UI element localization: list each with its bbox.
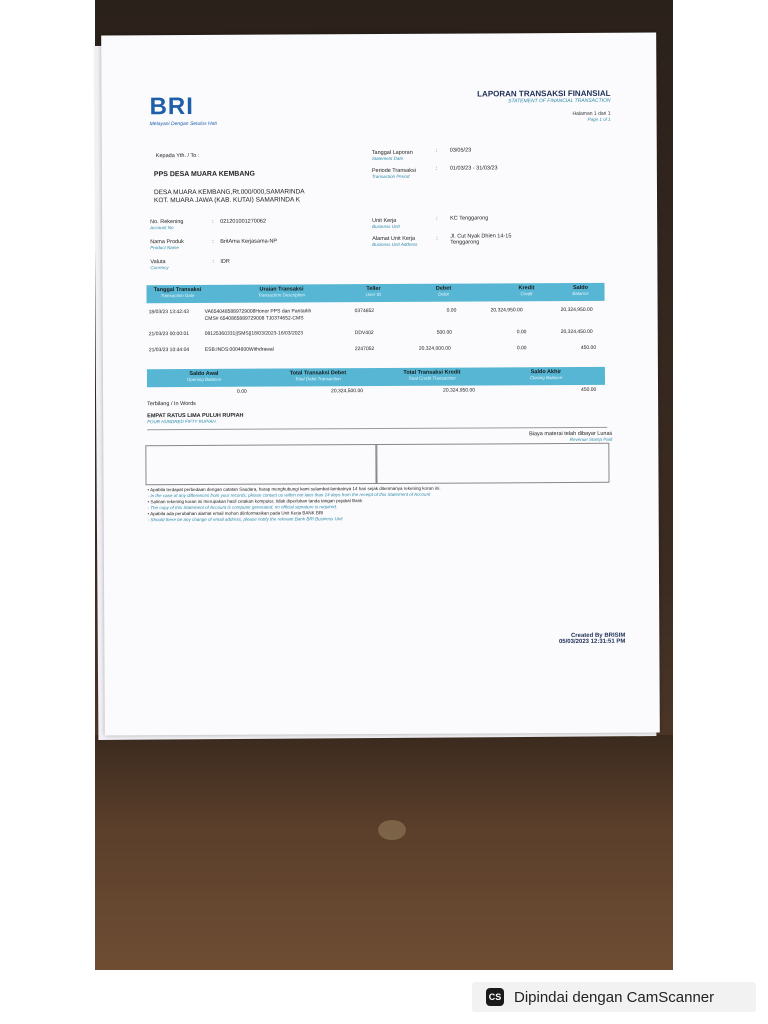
header-balance-label: Saldo — [572, 284, 588, 291]
floor-background — [95, 735, 673, 970]
recipient-address-line1: DESA MUARA KEMBANG,Rt.000/000,SAMARINDA — [153, 188, 305, 197]
table-row — [147, 345, 607, 359]
product-name-value: BritAma Kerjasama-NP — [220, 238, 278, 245]
note-item: • Salinan rekening koran ini merupakan hasil cetakan komputer, tidak diperlukan tanda tangan pejabat Bank — [147, 498, 363, 505]
note-item: • Apabila ada perubahan alamat email mohon diinformasikan pada Unit Kerja BANK BRI — [147, 510, 324, 517]
notes — [148, 485, 608, 523]
row-desc: VA6540485889729008Honor PPS dan Pantarlih — [204, 308, 312, 315]
account-number-value: 021201001270062 — [220, 218, 267, 225]
recipient-address — [154, 188, 305, 205]
header-transaction-date-label: Tanggal Transaksi — [153, 286, 202, 294]
statement-date — [372, 150, 413, 161]
statement-title — [477, 89, 610, 105]
header-transaction-desc-en: Transaction Description — [258, 292, 306, 298]
statement-date-label: Tanggal Laporan — [371, 149, 413, 157]
row-debit: 20,324,000.00 — [418, 345, 451, 352]
summary-table-header — [147, 367, 605, 387]
statement-title-id: LAPORAN TRANSAKSI FINANSIAL — [477, 88, 611, 99]
header-total-debit-label: Total Transaksi Debet — [289, 370, 347, 377]
brand-tagline: Melayani Dengan Setulus Hati — [149, 120, 217, 128]
row-desc: ESB:INDS:0004800Withdrawal — [204, 346, 274, 353]
row-date: 21/03/23 00:00:01 — [148, 331, 190, 338]
account-number-label-en: Account No — [150, 225, 174, 231]
statement-date-label-en: Statement Date — [371, 155, 404, 162]
note-text: Apabila ada perubahan alamat email mohon diinformasikan pada Unit Kerja BANK BRI — [150, 510, 324, 517]
row-balance: 20,324,450.00 — [560, 328, 593, 336]
total-debit-value: 20,324,500.00 — [331, 388, 364, 395]
note-text-en: In the case of any differences from your records, please contact us within not later than 14 days from the receipt of this Statement of Account — [150, 491, 431, 499]
header-credit-label: Kredit — [518, 285, 535, 292]
note-item: • Apabila terdapat perbedaan dengan catatan Saudara, harap menghubungi kami selambat-lambatnya 14 hari sejak diterimanya rekening koran ini. — [147, 485, 441, 493]
coin-on-floor — [378, 820, 406, 840]
page-number — [572, 111, 610, 122]
business-unit-address-colon: : — [436, 235, 438, 242]
in-words-label: Terbilang / In Words — [147, 400, 196, 408]
transaction-table-header — [146, 283, 604, 303]
currency — [150, 259, 168, 270]
header-closing-balance-en: Closing Balance — [529, 375, 563, 381]
header-total-credit-label: Total Transaksi Kredit — [403, 369, 461, 376]
business-unit-label: Unit Kerja — [372, 217, 397, 225]
row-credit: 0.00 — [516, 345, 527, 352]
total-credit-value: 20,324,950.00 — [443, 387, 476, 394]
header-closing-balance-label: Saldo Akhir — [530, 369, 562, 376]
transaction-period-value: 01/03/23 - 31/03/23 — [449, 165, 498, 172]
signature-box-left — [145, 444, 377, 485]
header-teller-label: Teller — [366, 285, 381, 293]
note-text: Apabila terdapat perbedaan dengan catatan Saudara, harap menghubungi kami selambat-lambatnya 14 hari sejak diterimanya rekening koran ini. — [150, 485, 441, 493]
business-unit-value: KC Tenggarong — [450, 215, 489, 222]
in-words-value: EMPAT RATUS LIMA PULUH RUPIAH — [147, 412, 244, 420]
transaction-period-colon: : — [435, 165, 438, 172]
header-teller-en: User ID — [365, 291, 382, 298]
divider — [147, 427, 607, 430]
currency-label-en: Currency — [150, 265, 169, 271]
business-unit-address-label: Alamat Unit Kerja — [372, 235, 416, 243]
header-transaction-desc-label: Uraian Transaksi — [259, 286, 304, 293]
camscanner-icon: CS — [486, 988, 504, 1006]
header-transaction-date — [146, 287, 208, 298]
row-teller: 2247052 — [354, 346, 375, 353]
note-item-en: - Should there be any change of email address, please notify the relevant Bank BRI Business Unit — [147, 516, 343, 523]
product-name — [150, 239, 184, 250]
business-unit-address-line1: Jl. Cut Nyak Dhien 14-15 — [450, 233, 512, 240]
product-name-colon: : — [212, 238, 214, 245]
bri-logo — [149, 93, 239, 133]
header-total-debit-en: Total Debit Transaction — [295, 376, 341, 382]
account-number-colon: : — [212, 218, 214, 225]
header-transaction-desc — [216, 286, 346, 298]
header-teller — [356, 286, 390, 297]
note-text-en: The copy of this Statement of Account is computer generated, no official signature is required. — [150, 504, 338, 511]
business-unit — [372, 218, 400, 229]
row-balance: 450.00 — [580, 344, 597, 351]
bank-statement-document — [101, 33, 660, 736]
header-credit-en: Credit — [520, 291, 533, 297]
business-unit-label-en: Business Unit — [372, 223, 400, 230]
camscanner-badge — [472, 982, 756, 1012]
business-unit-address-label-en: Business Unit Address — [372, 241, 418, 248]
row-desc: 08125360331||SMS||18/03/2023-16/03/2023 — [204, 330, 304, 337]
transaction-period — [372, 168, 416, 179]
note-text: Salinan rekening koran ini merupakan hasil cetakan komputer, tidak diperlukan tanda tangan pejabat Bank — [150, 498, 363, 505]
closing-balance-value: 450.00 — [581, 386, 597, 393]
camscanner-label: Dipindai dengan CamScanner — [514, 988, 715, 1006]
header-total-credit — [375, 369, 489, 381]
recipient-name: PPS DESA MUARA KEMBANG — [153, 170, 255, 179]
row-balance: 20,324,950.00 — [560, 306, 593, 314]
account-number-label: No. Rekening — [150, 219, 184, 226]
row-teller: 0374652 — [354, 308, 375, 315]
page-number-en: Page 1 of 1 — [587, 116, 611, 122]
row-debit: 0.00 — [446, 307, 457, 314]
header-opening-balance-en: Opening Balance — [186, 376, 222, 383]
product-name-label-en: Product Name — [150, 245, 180, 251]
page-number-id: Halaman 1 dari 1 — [572, 110, 611, 117]
row-debit: 500.00 — [436, 329, 453, 336]
currency-colon: : — [212, 258, 214, 265]
row-credit: 0.00 — [516, 329, 527, 336]
transaction-period-label-en: Transaction Period — [371, 173, 410, 180]
created-at: 05/03/2023 12:31:51 PM — [558, 638, 626, 646]
header-opening-balance — [147, 371, 261, 383]
row-credit: 20,324,950.00 — [490, 307, 523, 314]
created-by — [559, 633, 625, 645]
row-date: 18/03/23 13:42:43 — [148, 309, 189, 316]
header-debit-label: Debet — [435, 285, 452, 292]
table-row — [147, 307, 607, 325]
header-debit-en: Debit — [438, 291, 449, 297]
signature-box-right — [375, 443, 609, 484]
currency-label: Valuta — [150, 259, 166, 266]
header-total-credit-en: Total Credit Transaction — [408, 375, 456, 381]
business-unit-address — [372, 236, 417, 247]
header-balance-en: Balance — [572, 290, 589, 296]
statement-title-en: STATEMENT OF FINANCIAL TRANSACTION — [508, 97, 611, 105]
row-desc-2: CMS# 6540865889729008 TJ0374652-CMS — [204, 315, 304, 322]
header-balance — [556, 285, 604, 296]
note-item-en: - The copy of this Statement of Account is computer generated, no official signature is required. — [147, 504, 338, 511]
header-opening-balance-label: Saldo Awal — [189, 370, 219, 378]
header-total-debit — [261, 370, 375, 382]
in-words — [147, 413, 243, 425]
account-number — [150, 219, 183, 230]
statement-date-value: 03/05/23 — [449, 147, 472, 154]
in-words-value-en: FOUR HUNDRED FIFTY RUPIAH — [147, 418, 216, 425]
statement-date-colon: : — [435, 147, 438, 154]
revenue-stamp-label-en: Revenue Stamp Paid — [569, 436, 613, 443]
row-date: 21/03/23 10:44:04 — [148, 347, 190, 354]
revenue-stamp-label: Biaya materai telah dibayar Lunas — [529, 430, 613, 438]
created-by-label: Created By BRISIM — [570, 632, 626, 640]
header-transaction-date-en: Transaction Date — [160, 292, 195, 299]
currency-value: IDR — [220, 258, 230, 265]
opening-balance-value: 0.00 — [237, 388, 247, 395]
note-item-en: - In the case of any differences from your records, please contact us within not later than 14 days from the receipt of this Statement of Account — [147, 491, 431, 499]
table-row — [147, 329, 607, 343]
header-credit — [496, 285, 556, 296]
product-name-label: Nama Produk — [150, 239, 184, 246]
recipient-address-line2: KOT. MUARA JAWA (KAB. KUTAI) SAMARINDA K — [154, 196, 301, 205]
brand-name: BRI — [149, 92, 194, 121]
header-debit — [408, 285, 478, 296]
recipient-label: Kepada Yth. / To : — [155, 152, 200, 160]
revenue-stamp — [529, 431, 612, 442]
business-unit-address-value — [450, 233, 511, 245]
transaction-period-label: Periode Transaksi — [371, 167, 416, 175]
note-text-en: Should there be any change of email address, please notify the relevant Bank BRI Business Unit — [150, 516, 343, 523]
row-teller: DDV402 — [354, 330, 374, 337]
business-unit-colon: : — [436, 215, 438, 222]
business-unit-address-line2: Tenggarong — [450, 239, 480, 246]
header-closing-balance — [489, 369, 603, 381]
summary-row — [147, 387, 607, 401]
